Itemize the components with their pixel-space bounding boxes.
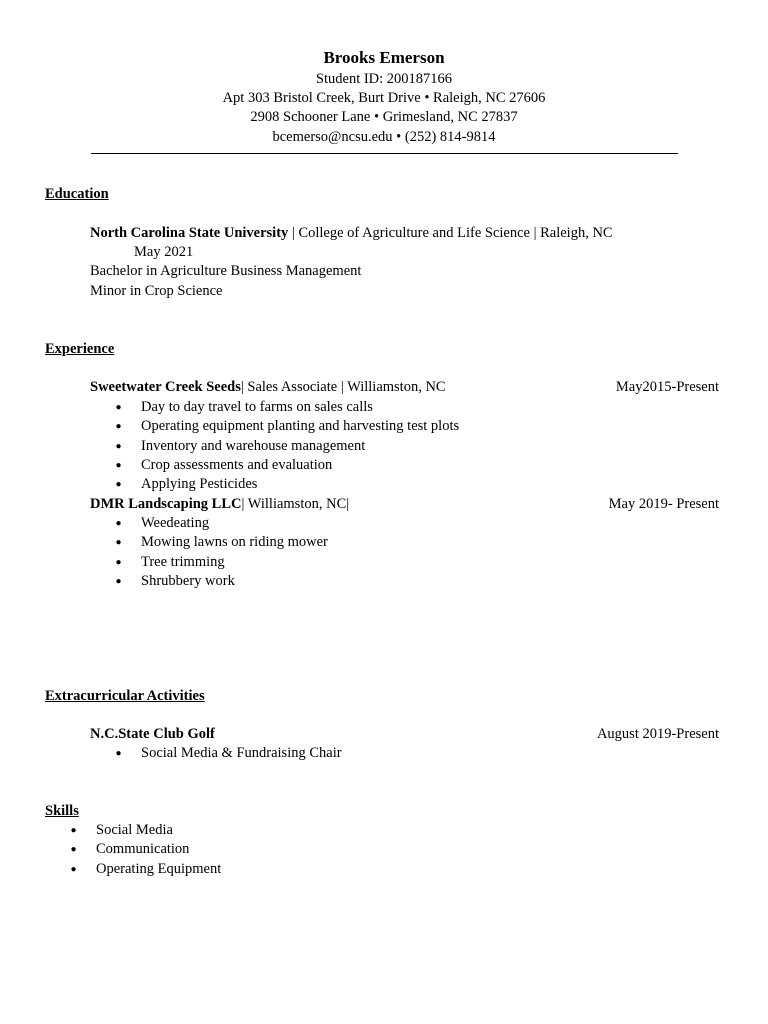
list-item: ● Communication [51,840,221,859]
address-line-2: 2908 Schooner Lane • Grimesland, NC 27837 [250,109,518,125]
skills-heading: Skills [45,803,79,819]
activity-org: N.C.State Club Golf [90,726,215,742]
extracurricular-heading: Extracurricular Activities [45,688,205,704]
school-name: North Carolina State University [90,225,289,241]
bullet-icon: ● [115,440,122,452]
resume-name: Brooks Emerson [323,48,445,67]
activity-dates: August 2019-Present [596,726,719,742]
bullet-icon: ● [115,402,122,413]
list-item: ● Tree trimming [96,553,328,572]
job-title-line [90,495,349,514]
bullet-icon: ● [70,844,77,856]
experience-heading: Experience [45,341,115,357]
job-details: | Sales Associate | Williamston, NC [240,379,446,395]
list-item: ● Social Media [51,821,221,840]
student-id: Student ID: 200187166 [315,71,453,87]
list-item: ● Applying Pesticides [96,475,459,494]
graduation-date: May 2021 [134,244,194,260]
contact-line: bcemerso@ncsu.edu • (252) 814-9814 [272,129,496,145]
education-heading: Education [45,186,109,202]
list-item: ● Crop assessments and evaluation [96,456,459,475]
minor: Minor in Crop Science [90,283,223,299]
bullet-icon: ● [115,537,122,549]
list-item: ● Day to day travel to farms on sales calls [96,398,459,417]
bullet-icon: ● [115,575,122,587]
school-details: | College of Agriculture and Life Science | Raleigh, NC [288,225,613,241]
bullet-icon: ● [115,556,122,568]
employer-name: Sweetwater Creek Seeds [90,379,241,395]
bullet-icon: ● [115,479,122,491]
job-dates: May2015-Present [615,379,719,395]
job-bullet-list [96,514,328,591]
list-item: ● Weedeating [96,514,328,533]
bullet-icon: ● [115,518,122,529]
bullet-icon: ● [70,825,77,836]
list-item: ● Shrubbery work [96,572,328,591]
list-item: ● Social Media & Fundraising Chair [96,744,342,763]
bullet-icon: ● [115,748,122,759]
bullet-icon: ● [115,459,122,471]
bullet-icon: ● [70,863,77,875]
job-bullet-list [96,398,459,494]
job-title-line [90,378,446,397]
bullet-icon: ● [115,421,122,433]
education-school-line [90,224,613,243]
header-divider [91,153,678,154]
list-item: ● Operating equipment planting and harvesting test plots [96,417,459,436]
activity-bullet-list [96,744,342,763]
skills-bullet-list [51,821,221,879]
address-line-1: Apt 303 Bristol Creek, Burt Drive • Raleigh, NC 27606 [222,90,546,106]
list-item: ● Inventory and warehouse management [96,437,459,456]
job-dates: May 2019- Present [608,496,719,512]
list-item: ● Mowing lawns on riding mower [96,533,328,552]
list-item: ● Operating Equipment [51,860,221,879]
degree: Bachelor in Agriculture Business Management [90,263,362,279]
employer-name: DMR Landscaping LLC [90,496,242,512]
job-details: | Williamston, NC| [241,496,350,512]
